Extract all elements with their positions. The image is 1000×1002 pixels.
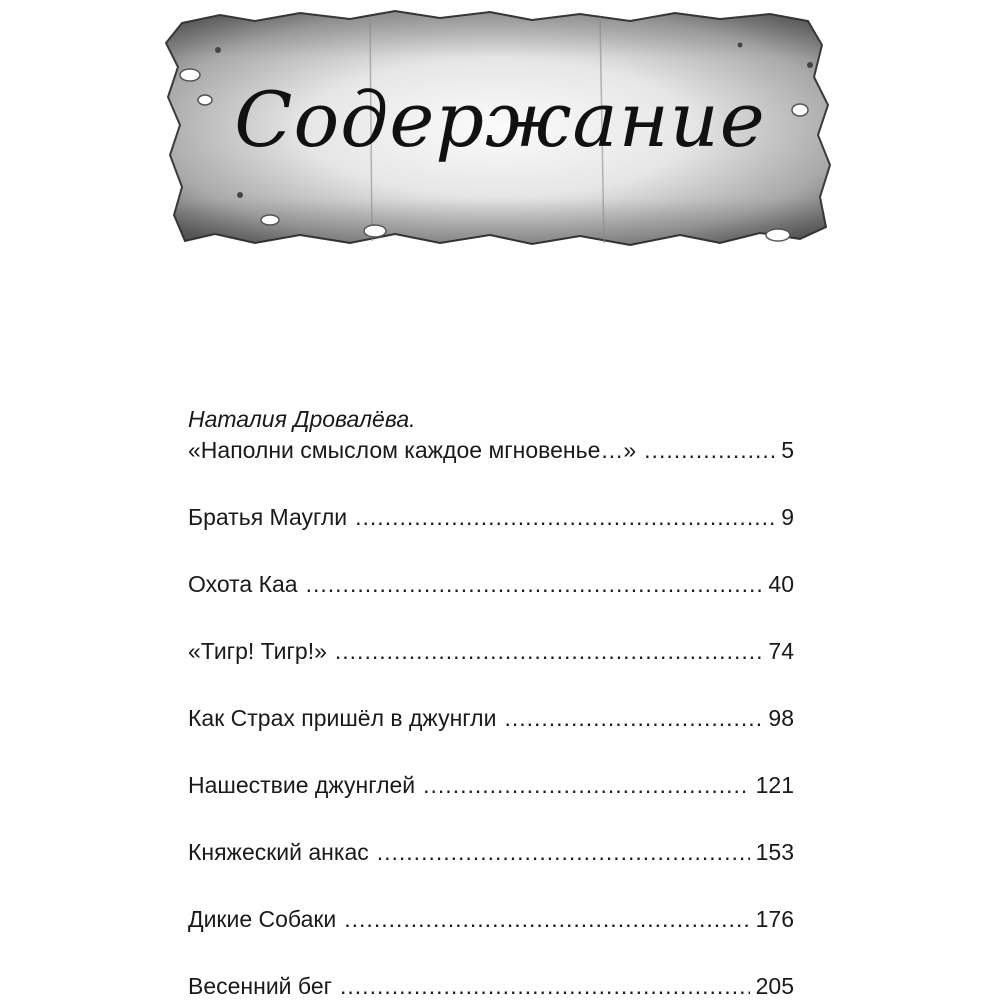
dot-leader: [355, 501, 775, 533]
toc-entry[interactable]: [188, 501, 794, 533]
toc-entry-page: 98: [768, 705, 794, 731]
toc-entry-title: Братья Маугли: [188, 504, 348, 530]
title-banner: [160, 5, 840, 250]
toc-entry-title: Как Страх пришёл в джунгли: [188, 705, 497, 731]
toc-entry-page: 9: [781, 504, 794, 530]
toc-entry-title: Дикие Собаки: [188, 906, 337, 932]
dot-leader: [504, 702, 762, 734]
toc-entry[interactable]: [188, 635, 794, 667]
toc-entry-page: 5: [781, 437, 794, 463]
table-of-contents: [188, 404, 794, 1002]
dot-leader: [306, 568, 763, 600]
dot-leader: [423, 769, 749, 801]
toc-entry-intro[interactable]: [188, 434, 794, 466]
toc-entry[interactable]: [188, 702, 794, 734]
toc-entry[interactable]: [188, 836, 794, 868]
dot-leader: [340, 970, 750, 1002]
toc-entry[interactable]: [188, 970, 794, 1002]
toc-entry-page: 205: [755, 973, 794, 999]
toc-entry[interactable]: [188, 769, 794, 801]
toc-entry-page: 74: [768, 638, 794, 664]
toc-entry-title: Охота Каа: [188, 571, 298, 597]
toc-entry-title: «Тигр! Тигр!»: [188, 638, 327, 664]
dot-leader: [344, 903, 749, 935]
toc-entry[interactable]: [188, 903, 794, 935]
page-title: Содержание: [234, 75, 766, 164]
dot-leader: [377, 836, 750, 868]
toc-entry[interactable]: [188, 568, 794, 600]
toc-entry-title: «Наполни смыслом каждое мгновенье…»: [188, 437, 637, 463]
toc-entry-title: Нашествие джунглей: [188, 772, 416, 798]
dot-leader: [644, 434, 775, 466]
toc-entry-page: 121: [755, 772, 794, 798]
toc-entry-page: 153: [755, 839, 794, 865]
toc-entry-page: 40: [768, 571, 794, 597]
dot-leader: [335, 635, 763, 667]
intro-author: Наталия Дровалёва.: [188, 406, 416, 432]
toc-entry-page: 176: [755, 906, 794, 932]
toc-entry-title: Княжеский анкас: [188, 839, 369, 865]
toc-entry-title: Весенний бег: [188, 973, 333, 999]
